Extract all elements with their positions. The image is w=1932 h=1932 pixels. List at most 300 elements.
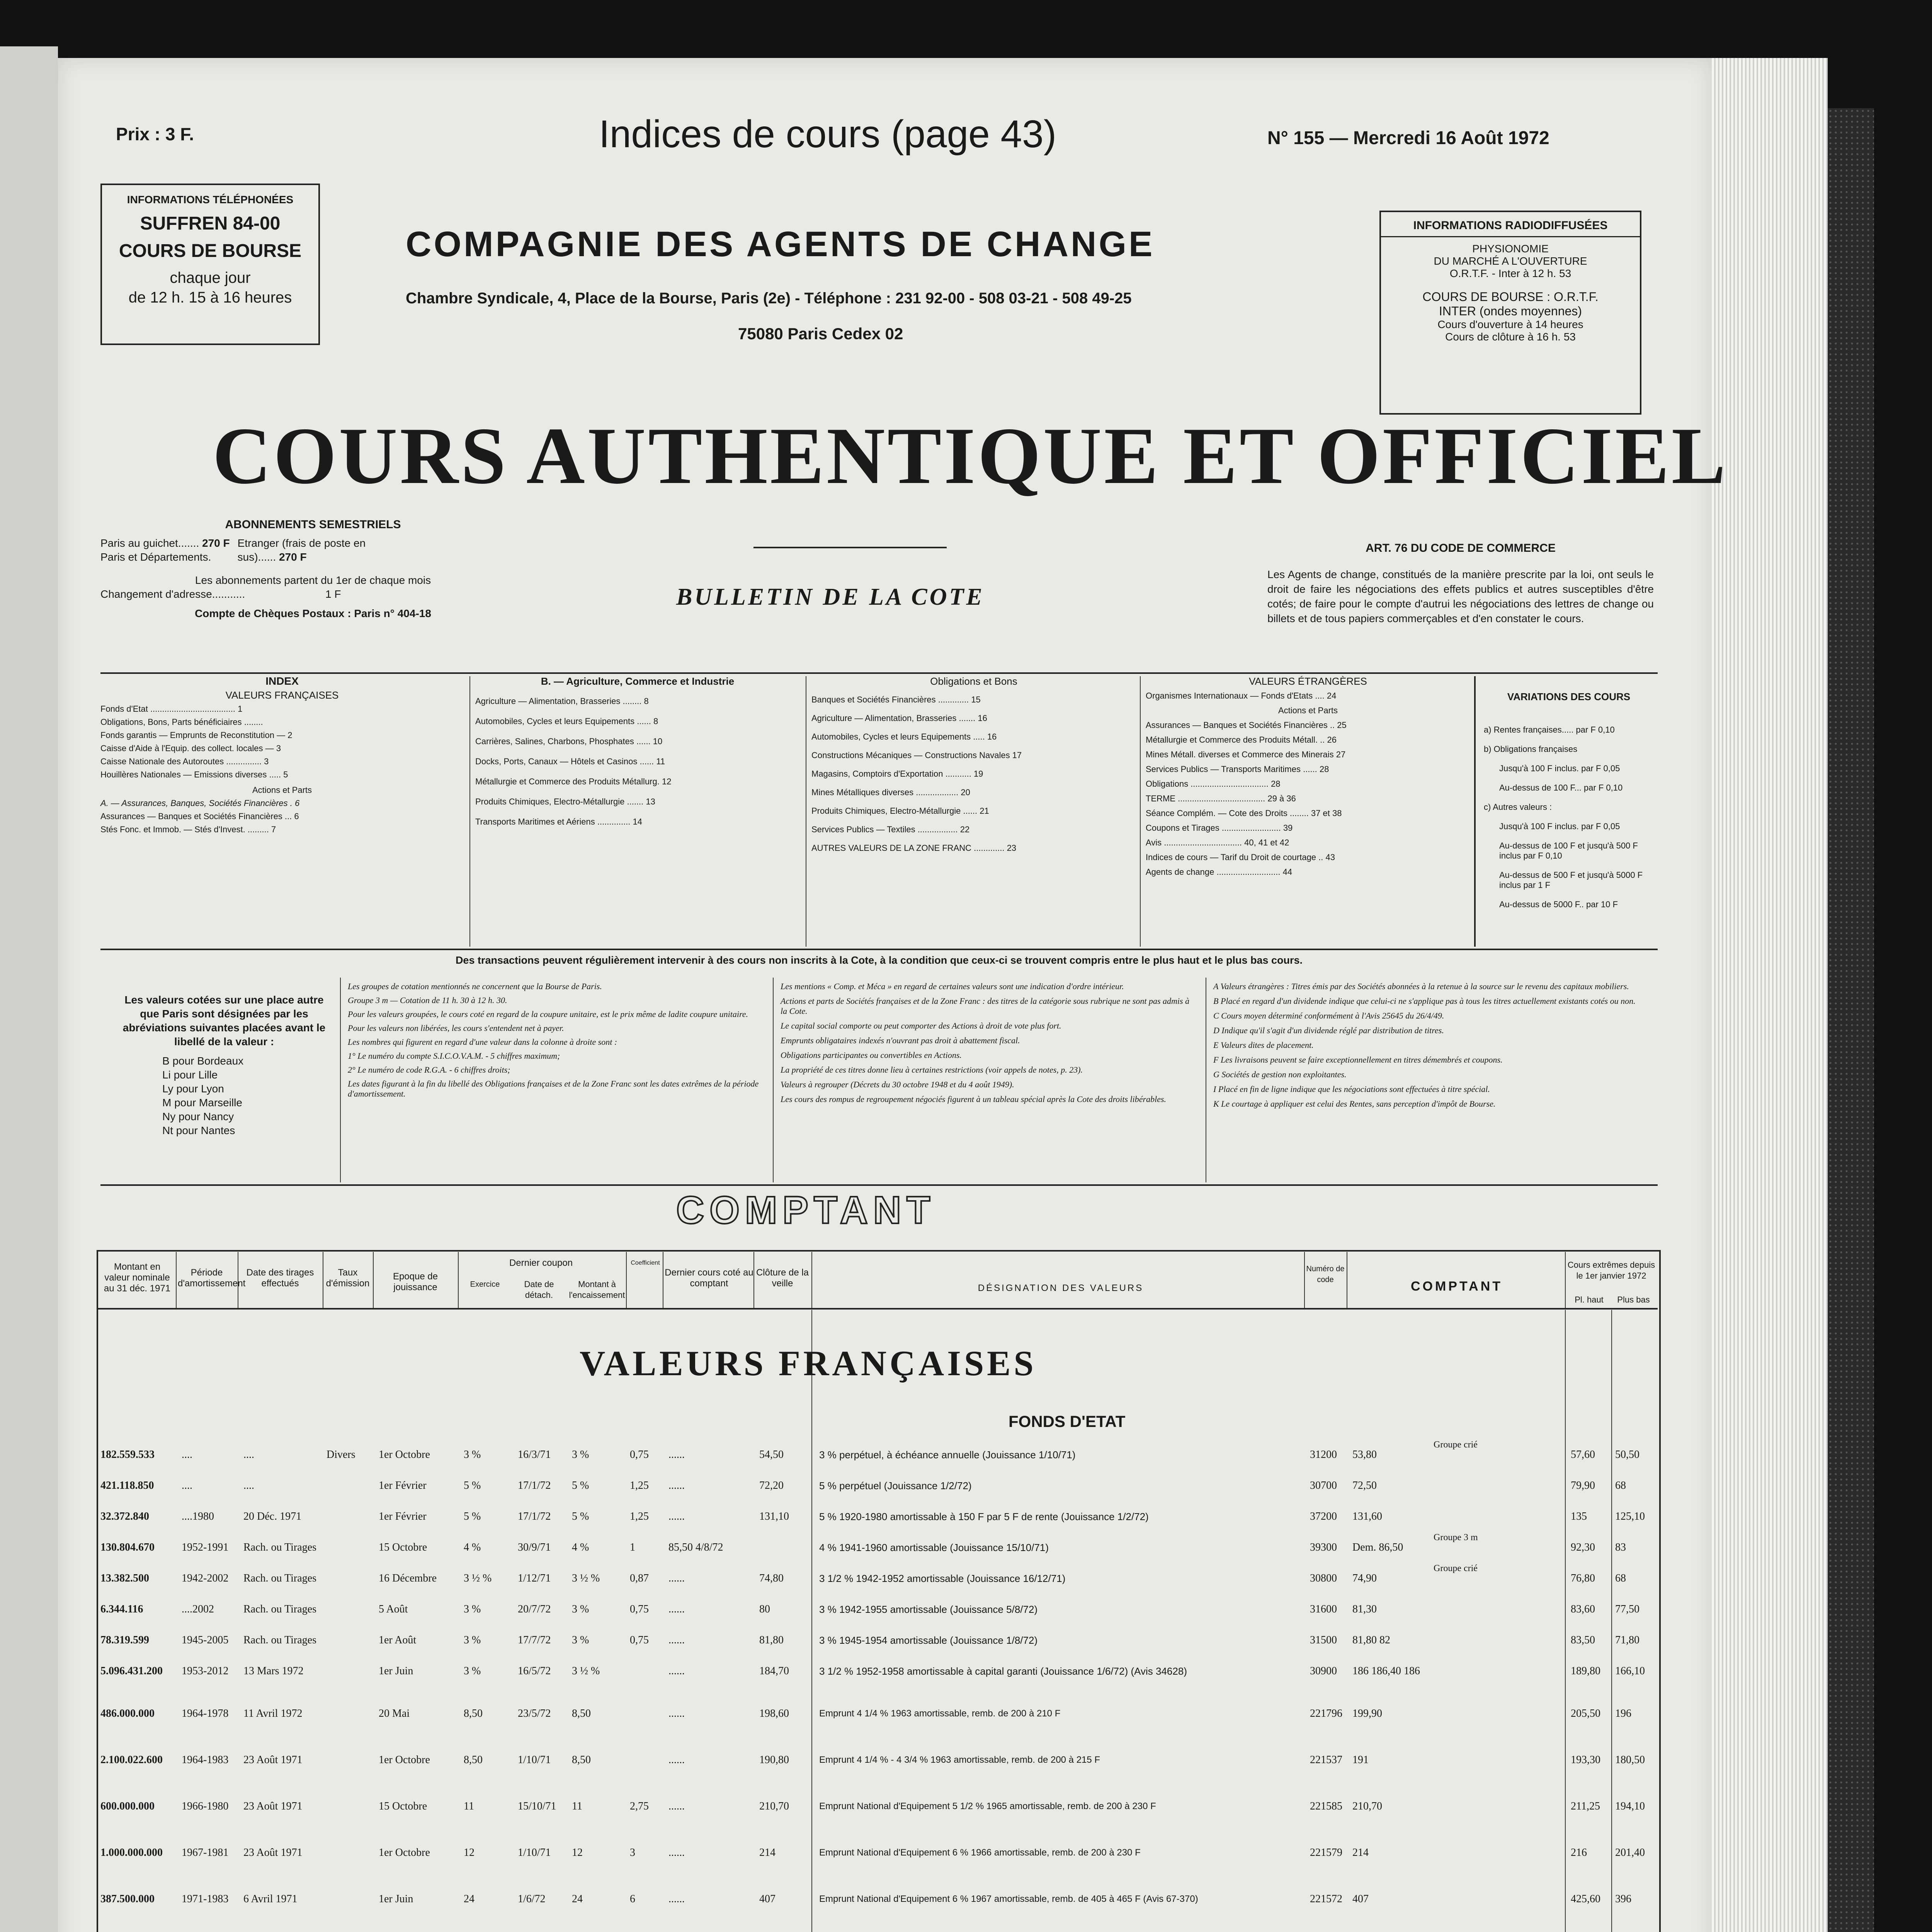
table-cell-amount: 421.118.850 [100,1480,154,1492]
table-cell-coefficient: 0,75 [630,1449,649,1461]
legend-text: Pour les valeurs groupées, le cours coté en regard de la coupure unitaire, est le prix même de ladite coupure unitaire. [348,1009,748,1019]
table-cell-last: ...... [668,1893,685,1905]
table-cell-low: 196 [1615,1708,1631,1719]
table-cell-draws: Rach. ou Tirages [243,1541,316,1553]
table-cell-code: 30800 [1310,1572,1337,1584]
index-item: Fonds garantis — Emprunts de Reconstitution — 2 [100,730,293,740]
page-title: Indices de cours (page 43) [599,112,1057,156]
header-jouissance: Epoque de jouissance [393,1271,438,1293]
index-item: Actions et Parts [252,785,312,795]
radio-line2: PHYSIONOMIE [1472,243,1549,255]
table-cell-code: 30700 [1310,1480,1337,1492]
table-cell-low: 125,10 [1615,1510,1645,1522]
column-line [1304,1252,1305,1308]
index-item: Produits Chimiques, Electro-Métallurgie ...... 21 [811,806,989,816]
index-item: Transports Maritimes et Aériens .............. 14 [475,817,642,827]
transactions-note: Des transactions peuvent régulièrement intervenir à des cours non inscrits à la Cote, à la condition que ceux-ci se trouvent compris entre le plus haut et le plus bas cours. [455,954,1303,966]
city-item: M pour Marseille [162,1097,242,1109]
header-last-coupon: Dernier coupon [509,1258,573,1268]
legend-text: Valeurs à regrouper (Décrets du 30 octobre 1948 et du 4 août 1949). [781,1080,1014,1089]
table-cell-draws: 23 Août 1971 [243,1847,303,1859]
index-item: Coupons et Tirages ......................... 39 [1146,823,1293,833]
header-last-price: Dernier cours coté au comptant [665,1267,753,1289]
index-item: Produits Chimiques, Electro-Métallurgie ....... 13 [475,797,655,806]
subscription-address-change-price: 1 F [325,588,341,600]
table-cell-comptant: 210,70 [1352,1800,1382,1812]
table-cell-close: 80 [759,1603,770,1615]
legend-text: F Les livraisons peuvent se faire exceptionnellement en titres démembrés et coupons. [1213,1055,1503,1065]
table-cell-code: 31200 [1310,1449,1337,1461]
table-cell-draws: 6 Avril 1971 [243,1893,298,1905]
table-cell-high: 83,60 [1571,1603,1595,1615]
table-cell-date: 1/6/72 [518,1893,546,1905]
index-item: Avis ................................. 40, 41 et 42 [1146,838,1289,847]
table-cell-coefficient: 0,75 [630,1634,649,1646]
legend-text: 1° Le numéro du compte S.I.C.O.V.A.M. - 5 chiffres maximum; [348,1051,560,1061]
newspaper-page [58,58,1728,1932]
table-cell-close: 81,80 [759,1634,784,1646]
previous-page-edge [0,46,58,1932]
header-low: Plus bas [1617,1295,1650,1304]
table-cell-coupon: 11 [464,1800,474,1812]
table-cell-comptant: 81,80 82 [1352,1634,1390,1646]
table-cell-code: 31600 [1310,1603,1337,1615]
table-cell-designation: 3 1/2 % 1952-1958 amortissable à capital garanti (Jouissance 1/6/72) (Avis 34628) [819,1665,1187,1677]
table-cell-comptant: 74,90 [1352,1572,1377,1584]
index-divider [469,676,470,947]
index-item: Magasins, Comptoirs d'Exportation ........... 19 [811,769,983,779]
table-cell-coupon: 24 [464,1893,474,1905]
table-cell-period: 1945-2005 [182,1634,229,1646]
header-encash: Montant à l'encaissement [569,1279,625,1300]
table-cell-low: 201,40 [1615,1847,1645,1859]
legend-text: E Valeurs dites de placement. [1213,1040,1314,1050]
index-item: Métallurgie et Commerce des Produits Métall. .. 26 [1146,735,1337,745]
table-row [58,1754,1712,1777]
radio-line1: INFORMATIONS RADIODIFFUSÉES [1381,219,1640,237]
index-col2-title: B. — Agriculture, Commerce et Industrie [541,675,735,687]
table-cell-jouissance: 1er Février [379,1510,427,1522]
phone-line3: COURS DE BOURSE [119,241,302,261]
legend-text: Groupe 3 m — Cotation de 11 h. 30 à 12 h. 30. [348,995,507,1005]
table-cell-high: 205,50 [1571,1708,1600,1719]
index-item: Mines Métall. diverses et Commerce des Minerais 27 [1146,750,1346,759]
table-cell-amount: 486.000.000 [100,1708,155,1719]
legend-text: C Cours moyen déterminé conformément à l'Avis 25645 du 26/4/49. [1213,1011,1444,1020]
company-name: COMPAGNIE DES AGENTS DE CHANGE [406,224,1155,264]
table-cell-draws: Rach. ou Tirages [243,1634,316,1646]
page-stack-edge [1712,58,1828,1932]
table-cell-designation: 5 % 1920-1980 amortissable à 150 F par 5 F de rente (Jouissance 1/2/72) [819,1511,1149,1522]
radio-line5: COURS DE BOURSE : O.R.T.F. [1422,290,1599,304]
table-cell-period: 1964-1983 [182,1754,229,1766]
index-col2 [475,676,800,837]
variation-item: Au-dessus de 5000 F.. par 10 F [1499,900,1618,909]
table-cell-high: 83,50 [1571,1634,1595,1646]
header-detach-date: Date de détach. [524,1279,554,1300]
table-cell-last: ...... [668,1634,685,1646]
table-cell-coefficient: 0,87 [630,1572,649,1584]
table-cell-code: 39300 [1310,1541,1337,1553]
table-cell-high: 92,30 [1571,1541,1595,1553]
variation-item: c) Autres valeurs : [1484,802,1552,812]
index-item: Métallurgie et Commerce des Produits Métallurg. 12 [475,777,672,786]
index-item: Banques et Sociétés Financières ............. 15 [811,695,981,704]
table-cell-last: ...... [668,1754,685,1766]
table-cell-coefficient: 1,25 [630,1510,649,1522]
index-col3-title: Obligations et Bons [930,675,1017,687]
column-line [811,1252,812,1308]
index-col1-title: INDEX [265,675,299,687]
variations-list [1484,725,1654,910]
subscription-start-note: Les abonnements partent du 1er de chaque mois [195,574,431,586]
header-period: Période d'amortissement [178,1267,246,1289]
table-cell-close: 214 [759,1847,776,1859]
legend-text: G Sociétés de gestion non exploitantes. [1213,1070,1347,1079]
table-cell-coupon: 8,50 [464,1708,483,1719]
comptant-title: COMPTANT [676,1189,936,1232]
table-cell-code: 30900 [1310,1665,1337,1677]
phone-line5: de 12 h. 15 à 16 heures [128,289,292,306]
index-item: Agriculture — Alimentation, Brasseries ....... 16 [811,713,987,723]
subscriptions [100,518,526,621]
city-item: Nt pour Nantes [162,1124,235,1136]
table-cell-amount: 32.372.840 [100,1510,149,1522]
table-cell-encash: 8,50 [572,1754,591,1766]
table-cell-coupon: 5 % [464,1480,481,1492]
book-cover [1828,108,1874,1932]
table-cell-close: 407 [759,1893,776,1905]
legend-text: Obligations participantes ou convertibles en Actions. [781,1050,962,1060]
table-cell-designation: 3 % 1945-1954 amortissable (Jouissance 1/8/72) [819,1634,1038,1646]
table-cell-low: 396 [1615,1893,1631,1905]
index-item: Automobiles, Cycles et leurs Equipements ...... 8 [475,716,658,726]
subscription-address-change: Changement d'adresse........... [100,588,245,600]
table-row [58,1634,1712,1658]
table-cell-encash: 5 % [572,1510,589,1522]
table-cell-low: 68 [1615,1572,1626,1584]
table-cell-comptant: 407 [1352,1893,1369,1905]
column-line [176,1252,177,1308]
table-cell-amount: 130.804.670 [100,1541,155,1553]
index-item: Caisse Nationale des Autoroutes ............... 3 [100,757,269,766]
table-cell-jouissance: 5 Août [379,1603,408,1615]
table-cell-draws: Rach. ou Tirages [243,1603,316,1615]
legend-text: Pour les valeurs non libérées, les cours s'entendent net à payer. [348,1023,564,1033]
table-row [58,1532,1712,1565]
table-cell-date: 16/3/71 [518,1449,551,1461]
table-cell-low: 194,10 [1615,1800,1645,1812]
table-cell-encash: 3 ½ % [572,1665,600,1677]
variation-item: a) Rentes françaises..... par F 0,10 [1484,725,1615,735]
index-item: Constructions Mécaniques — Constructions Navales 17 [811,750,1022,760]
table-cell-draws: Rach. ou Tirages [243,1572,316,1584]
table-cell-date: 1/10/71 [518,1847,551,1859]
subscriptions-heading: ABONNEMENTS SEMESTRIELS [225,518,401,531]
table-cell-code: 221579 [1310,1847,1342,1859]
table-cell-date: 23/5/72 [518,1708,551,1719]
issue-info: N° 155 — Mercredi 16 Août 1972 [1267,128,1549,148]
table-cell-encash: 24 [572,1893,583,1905]
city-item: Li pour Lille [162,1069,218,1081]
index-item: Stés Fonc. et Immob. — Stés d'Invest. ......... 7 [100,825,276,834]
header-comptant: COMPTANT [1410,1279,1503,1294]
table-cell-last: ...... [668,1572,685,1584]
index-item: Automobiles, Cycles et leurs Equipements ..... 16 [811,732,997,742]
table-cell-low: 166,10 [1615,1665,1645,1677]
legend-text: 2° Le numéro de code R.G.A. - 6 chiffres droits; [348,1065,510,1075]
table-cell-period: 1967-1981 [182,1847,229,1859]
table-cell-period: ....1980 [182,1510,214,1522]
legend-text: Les groupes de cotation mentionnés ne concernent que la Bourse de Paris. [348,981,602,991]
phone-line2: SUFFREN 84-00 [140,213,281,234]
subscription-foreign: Etranger (frais de poste en sus)...... [237,537,366,563]
table-cell-encash: 8,50 [572,1708,591,1719]
index-item: Assurances — Banques et Sociétés Financières .. 25 [1146,720,1347,730]
table-cell-note: Groupe crié [1434,1440,1478,1450]
index-item: Agents de change ........................... 44 [1146,867,1293,877]
table-cell-designation: Emprunt National d'Equipement 6 % 1966 amortissable, remb. de 200 à 230 F [819,1847,1141,1858]
table-cell-designation: Emprunt 4 1/4 % - 4 3/4 % 1963 amortissable, remb. de 200 à 215 F [819,1755,1100,1765]
table-cell-amount: 5.096.431.200 [100,1665,163,1677]
table-cell-jouissance: 16 Décembre [379,1572,437,1584]
table-cell-draws: .... [243,1449,254,1461]
index-col3 [811,676,1136,862]
table-cell-coefficient: 1 [630,1541,635,1553]
radio-line3: DU MARCHÉ A L'OUVERTURE [1434,255,1587,267]
table-cell-period: 1952-1991 [182,1541,229,1553]
table-cell-comptant: 72,50 [1352,1480,1377,1492]
table-row [58,1604,1712,1627]
radio-info-box [1379,211,1641,415]
table-cell-date: 16/5/72 [518,1665,551,1677]
legend-text: Emprunts obligataires indexés n'ouvrant pas droit à abattement fiscal. [781,1036,1020,1045]
table-cell-last: ...... [668,1449,685,1461]
table-cell-date: 1/12/71 [518,1572,551,1584]
table-cell-encash: 3 % [572,1449,589,1461]
legend-cities [116,993,332,1138]
index-divider [1474,676,1476,947]
table-cell-encash: 12 [572,1847,583,1859]
city-item: Ly pour Lyon [162,1083,224,1095]
index-col4-title: VALEURS ÉTRANGÈRES [1249,675,1367,687]
postal-account: Compte de Chèques Postaux : Paris n° 404-18 [195,607,431,619]
article-text: Les Agents de change, constitués de la manière prescrite par la loi, ont seuls le droit de faire les négociations des effets publics et autres susceptibles d'être cotés; de faire pour le compte d'autrui les négociations des lettres de change ou billets et de tous papiers commerçables et d'en constater le cours. [1267,568,1654,624]
table-cell-draws: 23 Août 1971 [243,1800,303,1812]
table-row [58,1440,1712,1472]
index-col2-list [475,696,800,827]
index-col1 [100,676,464,838]
table-cell-period: 1966-1980 [182,1800,229,1812]
table-row [58,1847,1712,1870]
table-row [58,1801,1712,1824]
phone-line4: chaque jour [170,269,251,286]
table-cell-last: ...... [668,1847,685,1859]
table-cell-period: 1971-1983 [182,1893,229,1905]
table-cell-date: 30/9/71 [518,1541,551,1553]
table-cell-jouissance: 1er Octobre [379,1847,430,1859]
table-cell-low: 68 [1615,1480,1626,1492]
legend-divider [340,978,341,1182]
table-cell-encash: 3 ½ % [572,1572,600,1584]
header-exercise: Exercice [470,1280,500,1289]
table-cell-designation: 3 1/2 % 1942-1952 amortissable (Jouissance 16/12/71) [819,1573,1066,1584]
table-cell-coupon: 8,50 [464,1754,483,1766]
index-item: TERME ..................................... 29 à 36 [1146,794,1296,803]
company-address: Chambre Syndicale, 4, Place de la Bourse, Paris (2e) - Téléphone : 231 92-00 - 508 03-21 - 508 49-25 [406,290,1132,307]
table-cell-date: 17/1/72 [518,1480,551,1492]
table-cell-period: .... [182,1449,192,1461]
table-cell-designation: 3 % 1942-1955 amortissable (Jouissance 5/8/72) [819,1604,1038,1615]
legend-middle [348,981,765,1103]
index-top-rule [100,672,1658,674]
table-cell-draws: 23 Août 1971 [243,1754,303,1766]
phone-line1: INFORMATIONS TÉLÉPHONÉES [127,194,294,206]
radio-line8: Cours de clôture à 16 h. 53 [1445,331,1576,343]
table-cell-coupon: 3 % [464,1603,481,1615]
header-draws: Date des tirages effectués [246,1267,314,1289]
table-cell-amount: 1.000.000.000 [100,1847,163,1859]
table-cell-close: 54,50 [759,1449,784,1461]
table-row [58,1480,1712,1503]
table-cell-last: ...... [668,1800,685,1812]
variations-box [1484,692,1654,919]
table-cell-date: 17/1/72 [518,1510,551,1522]
header-coefficient: Coefficient [631,1260,660,1266]
phone-info-box [100,184,320,345]
table-cell-high: 76,80 [1571,1572,1595,1584]
table-row [58,1893,1712,1917]
subscription-foreign-price: 270 F [279,551,307,563]
table-cell-amount: 387.500.000 [100,1893,155,1905]
legend-text: La propriété de ces titres donne lieu à certaines restrictions (voir appels de notes, p. 23). [781,1065,1083,1075]
title-rule [753,547,947,548]
table-cell-rate: Divers [327,1449,355,1461]
legend-divider [773,978,774,1182]
table-cell-code: 37200 [1310,1510,1337,1522]
table-cell-coupon: 12 [464,1847,474,1859]
subscription-paris: Paris au guichet....... [100,537,199,549]
legend-right1 [781,981,1198,1109]
table-cell-last: ...... [668,1708,685,1719]
table-cell-coupon: 3 ½ % [464,1572,492,1584]
index-item: Caisse d'Aide à l'Equip. des collect. locales — 3 [100,743,281,753]
table-cell-designation: 5 % perpétuel (Jouissance 1/2/72) [819,1480,972,1492]
table-cell-coefficient: 3 [630,1847,635,1859]
table-cell-coefficient: 6 [630,1893,635,1905]
variations-title: VARIATIONS DES COURS [1507,691,1631,702]
header-designation: DÉSIGNATION DES VALEURS [978,1283,1144,1293]
section-title: VALEURS FRANÇAISES [580,1344,1037,1383]
price: Prix : 3 F. [116,124,194,144]
index-divider [1140,676,1141,947]
table-cell-draws: 11 Avril 1972 [243,1708,303,1719]
index-item: Docks, Ports, Canaux — Hôtels et Casinos ...... 11 [475,757,665,766]
table-cell-jouissance: 1er Octobre [379,1754,430,1766]
table-cell-jouissance: 1er Octobre [379,1449,430,1461]
index-item: Séance Complém. — Cote des Droits ........ 37 et 38 [1146,808,1342,818]
index-item: Actions et Parts [1278,706,1338,715]
radio-line7: Cours d'ouverture à 14 heures [1437,318,1583,330]
table-cell-last: ...... [668,1510,685,1522]
table-cell-draws: 13 Mars 1972 [243,1665,304,1677]
table-cell-comptant: 131,60 [1352,1510,1382,1522]
table-cell-amount: 13.382.500 [100,1572,149,1584]
table-cell-close: 198,60 [759,1708,789,1719]
table-cell-amount: 182.559.533 [100,1449,155,1461]
header-code: Numéro de code [1306,1265,1345,1284]
index-item: Indices de cours — Tarif du Droit de courtage .. 43 [1146,852,1335,862]
article-heading: ART. 76 DU CODE DE COMMERCE [1366,542,1556,554]
legend-text: B Placé en regard d'un dividende indique que celui-ci ne s'applique pas à tous les titres actuellement existants cotés ou non. [1213,996,1636,1006]
legend-text: Actions et parts de Sociétés françaises et de la Zone Franc : des titres de la catégorie sous rubrique ne sont pas admis à la Cote. [781,996,1190,1016]
legend-bottom-rule [100,1184,1658,1186]
index-col4-list [1146,691,1470,877]
table-cell-high: 193,30 [1571,1754,1600,1766]
index-item: Obligations ................................. 28 [1146,779,1281,789]
legend-right2 [1213,981,1654,1114]
subscription-depts: Paris et Départements. [100,551,211,563]
table-cell-comptant: Dem. 86,50 [1352,1541,1403,1553]
column-line [458,1252,459,1308]
index-item: Mines Métalliques diverses .................. 20 [811,787,970,797]
table-cell-jouissance: 20 Mai [379,1708,410,1719]
city-item: Ny pour Nancy [162,1111,234,1122]
table-cell-coupon: 3 % [464,1665,481,1677]
table-cell-coefficient: 1,25 [630,1480,649,1492]
index-col1-list [100,704,464,835]
table-cell-last: ...... [668,1603,685,1615]
table-cell-code: 221585 [1310,1800,1342,1812]
index-col1-sub: VALEURS FRANÇAISES [225,689,339,701]
index-item: Organismes Internationaux — Fonds d'Etats .... 24 [1146,691,1337,701]
index-item: Agriculture — Alimentation, Brasseries ........ 8 [475,696,649,706]
table-cell-date: 1/10/71 [518,1754,551,1766]
table-cell-low: 71,80 [1615,1634,1639,1646]
variation-item: Jusqu'à 100 F inclus. par F 0,05 [1499,764,1620,773]
table-cell-amount: 6.344.116 [100,1603,143,1615]
note-rule [100,949,1658,950]
index-col3-list [811,695,1136,853]
table-cell-comptant: 191 [1352,1754,1369,1766]
table-cell-high: 216 [1571,1847,1587,1859]
variation-item: Au-dessus de 100 F et jusqu'à 500 F inclus par F 0,10 [1499,841,1638,861]
index-item: Fonds d'Etat .................................... 1 [100,704,243,714]
table-cell-designation: 4 % 1941-1960 amortissable (Jouissance 15/10/71) [819,1542,1049,1553]
legend-text: Les nombres qui figurent en regard d'une valeur dans la colonne à droite sont : [348,1037,617,1047]
table-cell-encash: 4 % [572,1541,589,1553]
index-item: AUTRES VALEURS DE LA ZONE FRANC ............. 23 [811,843,1017,853]
table-header-rule [97,1308,1658,1310]
subtitle: BULLETIN DE LA COTE [676,584,985,610]
index-item: Assurances — Banques et Sociétés Financières ... 6 [100,811,299,821]
table-cell-coupon: 5 % [464,1510,481,1522]
table-cell-coupon: 4 % [464,1541,481,1553]
variation-item: Au-dessus de 100 F... par F 0,10 [1499,783,1623,793]
table-row [58,1708,1712,1731]
variation-item: b) Obligations françaises [1484,744,1578,754]
table-cell-low: 77,50 [1615,1603,1639,1615]
header-amount: Montant en valeur nominale au 31 déc. 1971 [104,1262,171,1294]
index-item: Services Publics — Transports Maritimes ...... 28 [1146,764,1329,774]
table-cell-close: 72,20 [759,1480,784,1492]
table-cell-jouissance: 15 Octobre [379,1541,427,1553]
index-item: A. — Assurances, Banques, Sociétés Financières . 6 [100,798,300,808]
cities-intro: Les valeurs cotées sur une place autre que Paris sont désignées par les abréviations suivantes placées avant le libellé de la valeur : [122,994,326,1048]
header-rate: Taux d'émission [326,1267,370,1289]
index-col4 [1146,676,1470,882]
table-row [58,1511,1712,1534]
